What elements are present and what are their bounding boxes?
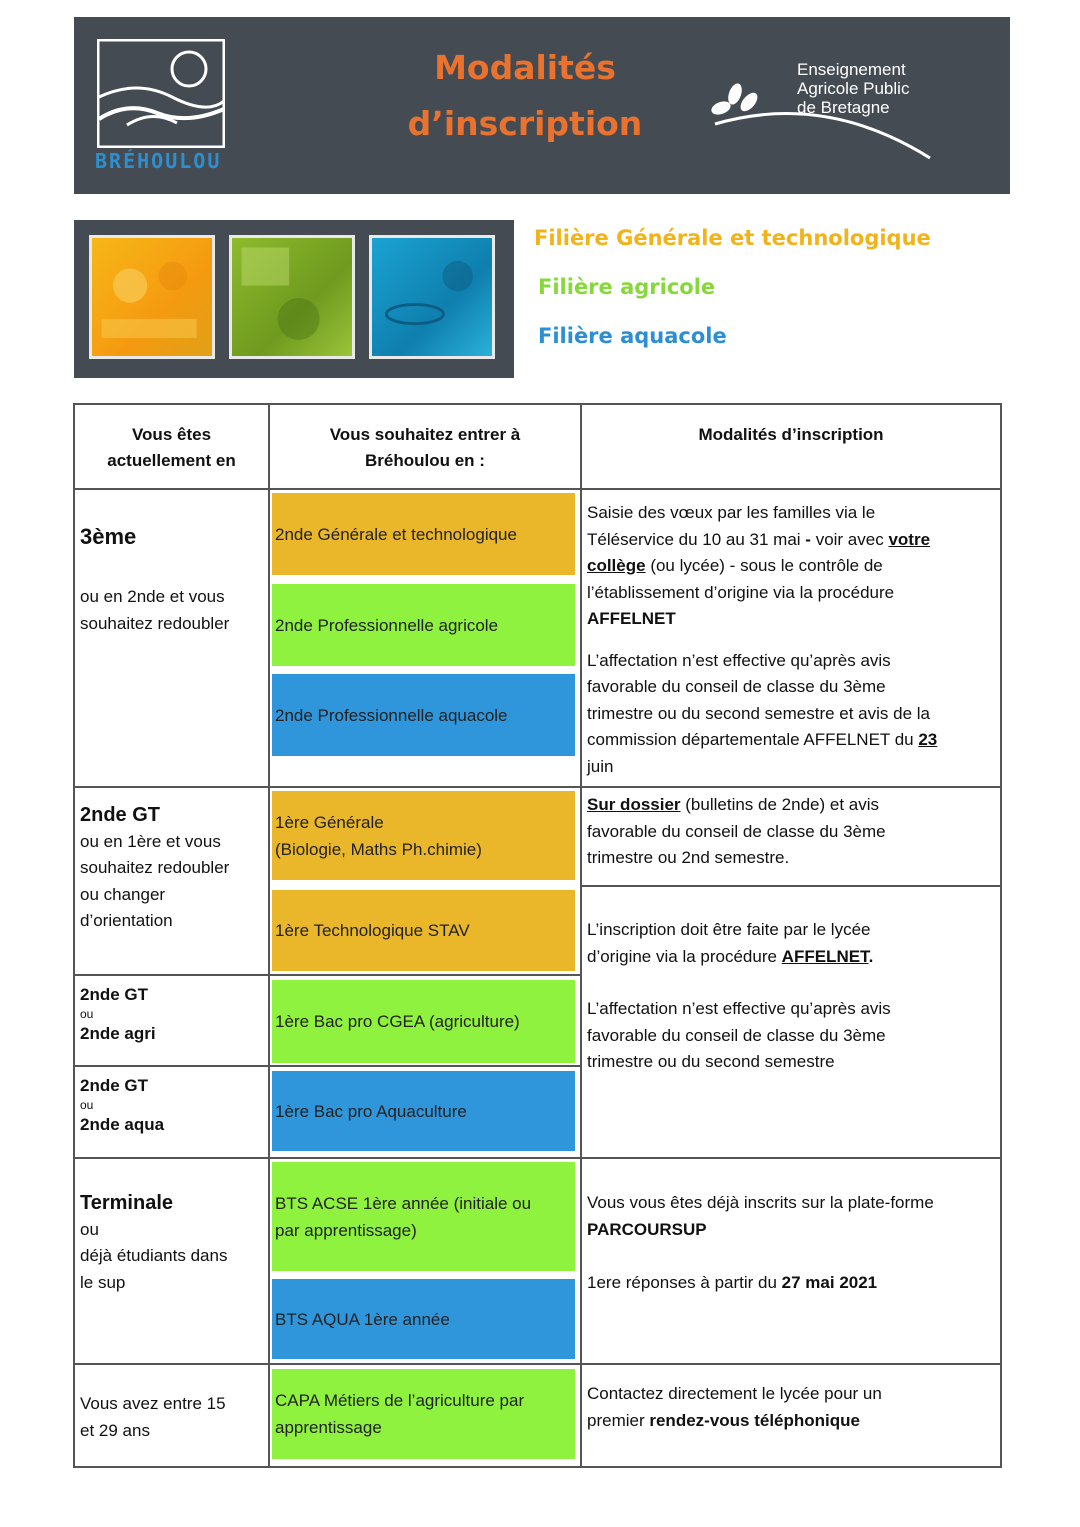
filiere-generale: Filière Générale et technologique <box>534 226 931 250</box>
option-label: 2nde Générale et technologique <box>275 524 517 544</box>
affelnet-modalities <box>587 917 997 1076</box>
option-bts-aqua <box>272 1279 575 1359</box>
photo-aquaculture <box>369 235 495 359</box>
brehoulou-logo <box>97 39 225 148</box>
level-label: 3ème <box>80 524 137 549</box>
option-label: 1ère Bac pro CGEA (agriculture) <box>275 1012 520 1031</box>
photo-agriculture <box>229 235 355 359</box>
level-label: 2nde GT <box>80 985 149 1004</box>
level-label: 2nde GT <box>80 804 161 826</box>
table-divider <box>581 885 1002 887</box>
header-current-level <box>75 422 268 474</box>
level-connector: ou <box>80 1007 94 1021</box>
modality-text: commission départementale AFFELNET du 23 <box>587 730 938 749</box>
option-bts-acse <box>272 1162 575 1271</box>
row1-sublevel <box>80 584 265 637</box>
option-2nde-gt <box>272 493 575 575</box>
option-label: 1ère Bac pro Aquaculture <box>275 1101 467 1121</box>
option-2nde-pro-aquacole <box>272 674 575 756</box>
filiere-aquacole: Filière aquacole <box>538 324 727 348</box>
org-line1: Enseignement <box>797 60 906 79</box>
table-border-left <box>73 403 75 1468</box>
sublevel-text: ou <box>80 1219 99 1239</box>
sublevel-text: ou changer <box>80 884 166 904</box>
row5-modalities <box>587 1190 997 1297</box>
table-divider <box>73 1157 1002 1159</box>
level-label: et 29 ans <box>80 1420 150 1440</box>
modality-text: L’inscription doit être faite par le lycée <box>587 920 871 939</box>
modality-text: L’affectation n’est effective qu’après avis <box>587 999 891 1018</box>
row4-level <box>80 1073 265 1137</box>
modality-text: Saisie des vœux par les familles via le <box>587 503 876 522</box>
option-label: BTS AQUA 1ère année <box>275 1309 450 1329</box>
sublevel-text: ou en 2nde et vous <box>80 587 225 606</box>
modality-text: premier rendez-vous téléphonique <box>587 1410 860 1430</box>
level-label: 2nde agri <box>80 1024 156 1043</box>
table-border-top <box>73 403 1002 405</box>
header-text: Bréhoulou en : <box>365 451 485 470</box>
modality-text: Vous vous êtes déjà inscrits sur la plate-forme <box>587 1193 934 1212</box>
option-1ere-generale <box>272 791 575 880</box>
modality-text: trimestre ou du second semestre <box>587 1052 835 1071</box>
table-divider <box>73 974 581 976</box>
row6-level <box>80 1391 265 1444</box>
level-label: 2nde aqua <box>80 1115 165 1134</box>
modality-text: Contactez directement le lycée pour un <box>587 1384 882 1403</box>
sublevel-text: souhaitez redoubler <box>80 858 230 877</box>
modality-text: AFFELNET <box>587 609 676 628</box>
option-label: BTS ACSE 1ère année (initiale ou <box>275 1193 532 1213</box>
modality-text: d’origine via la procédure AFFELNET. <box>587 946 874 966</box>
option-label: (Biologie, Maths Ph.chimie) <box>275 839 482 859</box>
level-connector: ou <box>80 1098 94 1112</box>
option-label: CAPA Métiers de l’agriculture par <box>275 1391 525 1410</box>
org-logo-mark <box>705 82 935 162</box>
modality-text: L’affectation n’est effective qu’après avis <box>587 650 891 670</box>
modality-text: favorable du conseil de classe du 3ème <box>587 821 886 841</box>
option-label: 2nde Professionnelle agricole <box>275 615 499 635</box>
option-capa <box>272 1369 575 1459</box>
option-label: 2nde Professionnelle aquacole <box>275 705 508 725</box>
sublevel-text: d’orientation <box>80 911 173 930</box>
modality-text: Sur dossier (bulletins de 2nde) et avis <box>587 795 879 814</box>
modality-text: juin <box>587 756 614 776</box>
header-text: Modalités d’inscription <box>698 425 884 444</box>
modality-text: favorable du conseil de classe du 3ème <box>587 1025 886 1045</box>
header-target-class <box>270 422 580 474</box>
level-label: Vous avez entre 15 <box>80 1394 226 1413</box>
org-line3: de Bretagne <box>797 98 890 117</box>
option-label: 1ère Générale <box>275 812 384 832</box>
sublevel-text: le sup <box>80 1272 126 1292</box>
sublevel-text: ou en 1ère et vous <box>80 831 221 851</box>
photo-students-lab <box>89 235 215 359</box>
header-text: Vous êtes <box>131 425 212 444</box>
option-1ere-stav <box>272 890 575 971</box>
filiere-agricole: Filière agricole <box>538 275 716 299</box>
table-border-right <box>1000 403 1002 1468</box>
option-label: par apprentissage) <box>275 1220 417 1240</box>
modality-text: trimestre ou 2nd semestre. <box>587 848 790 867</box>
option-bac-pro-aquaculture <box>272 1071 575 1151</box>
header-text: actuellement en <box>107 451 236 470</box>
modality-text: favorable du conseil de classe du 3ème <box>587 677 886 696</box>
sublevel-text: déjà étudiants dans <box>80 1246 228 1265</box>
table-column-divider <box>580 403 582 1468</box>
modality-text: 1ere réponses à partir du 27 mai 2021 <box>587 1273 878 1292</box>
modality-text: Téléservice du 10 au 31 mai - voir avec votre <box>587 529 931 549</box>
level-label: Terminale <box>80 1192 173 1214</box>
row2-level <box>80 802 265 935</box>
option-bac-pro-cgea <box>272 980 575 1063</box>
option-label: 1ère Technologique STAV <box>275 921 470 940</box>
page-title-line2: d’inscription <box>407 104 643 143</box>
row2-modalities <box>587 792 997 872</box>
option-2nde-pro-agricole <box>272 584 575 666</box>
table-divider <box>73 786 1002 788</box>
row5-level <box>80 1190 265 1296</box>
header-modalities <box>582 422 1000 448</box>
header-text: Vous souhaitez entrer à <box>329 425 521 444</box>
logo-text: BRÉHOULOU <box>95 149 222 173</box>
page-title-line1: Modalités <box>434 48 616 87</box>
table-divider <box>73 1363 1002 1365</box>
row1-modalities <box>587 500 997 780</box>
modality-text: collège (ou lycée) - sous le contrôle de <box>587 556 883 575</box>
option-label: apprentissage <box>275 1418 382 1437</box>
org-line2: Agricole Public <box>797 79 910 98</box>
table-divider <box>73 488 1002 490</box>
modality-text: l’établissement d’origine via la procédure <box>587 582 895 602</box>
sublevel-text: souhaitez redoubler <box>80 613 230 633</box>
row1-level <box>80 524 265 551</box>
modality-text: trimestre ou du second semestre et avis de la <box>587 703 930 723</box>
table-divider <box>73 1065 581 1067</box>
table-border-bottom <box>73 1466 1002 1468</box>
modality-text: PARCOURSUP <box>587 1219 707 1239</box>
level-label: 2nde GT <box>80 1076 149 1095</box>
row6-modalities <box>587 1381 997 1434</box>
row3-level <box>80 982 265 1046</box>
table-column-divider <box>268 403 270 1468</box>
